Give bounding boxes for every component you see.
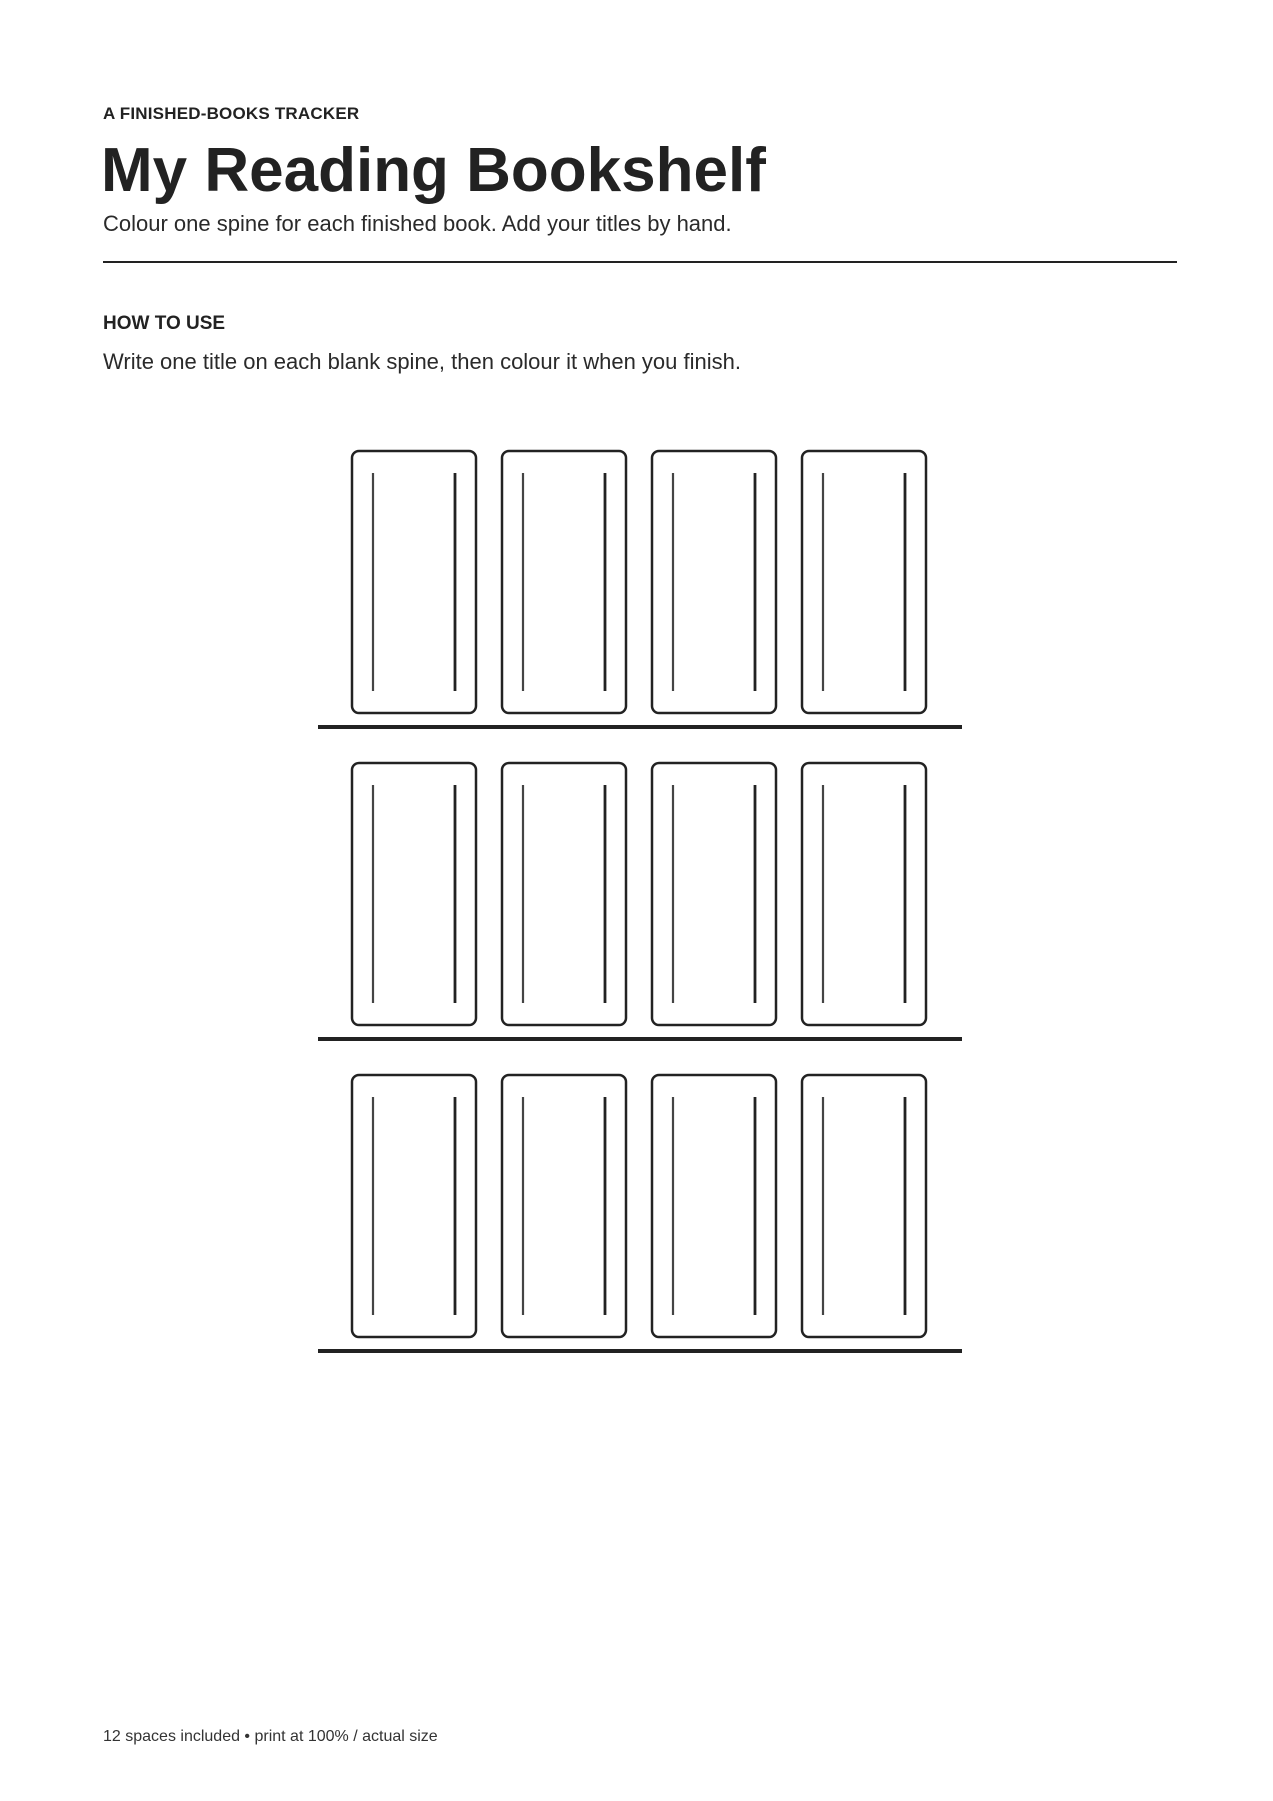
spine-outline <box>652 451 776 713</box>
spine-outline <box>352 1075 476 1337</box>
book-spine[interactable] <box>502 763 626 1025</box>
spine-outline <box>802 1075 926 1337</box>
book-spine[interactable] <box>352 1075 476 1337</box>
book-spine[interactable] <box>802 1075 926 1337</box>
book-spine[interactable] <box>802 451 926 713</box>
shelf-row <box>318 1075 962 1351</box>
book-spine[interactable] <box>352 763 476 1025</box>
shelf-row <box>318 451 962 727</box>
book-spine[interactable] <box>652 451 776 713</box>
book-spine[interactable] <box>652 1075 776 1337</box>
spine-outline <box>352 763 476 1025</box>
spine-outline <box>802 451 926 713</box>
book-spine[interactable] <box>502 451 626 713</box>
book-spine[interactable] <box>652 763 776 1025</box>
spine-outline <box>352 451 476 713</box>
instructions-heading: HOW TO USE <box>103 313 226 334</box>
spine-outline <box>502 1075 626 1337</box>
spine-outline <box>802 763 926 1025</box>
footer-note: 12 spaces included • print at 100% / actual size <box>103 1728 438 1745</box>
spine-outline <box>652 1075 776 1337</box>
spine-outline <box>502 451 626 713</box>
eyebrow-label: A FINISHED-BOOKS TRACKER <box>103 104 360 123</box>
spine-outline <box>502 763 626 1025</box>
page-title: My Reading Bookshelf <box>101 136 766 205</box>
page-subtitle: Colour one spine for each finished book. Add your titles by hand. <box>103 211 732 236</box>
spine-outline <box>652 763 776 1025</box>
book-spine[interactable] <box>352 451 476 713</box>
shelf-row <box>318 763 962 1039</box>
instructions-text: Write one title on each blank spine, then colour it when you finish. <box>103 349 741 374</box>
book-spine[interactable] <box>502 1075 626 1337</box>
book-spine[interactable] <box>802 763 926 1025</box>
